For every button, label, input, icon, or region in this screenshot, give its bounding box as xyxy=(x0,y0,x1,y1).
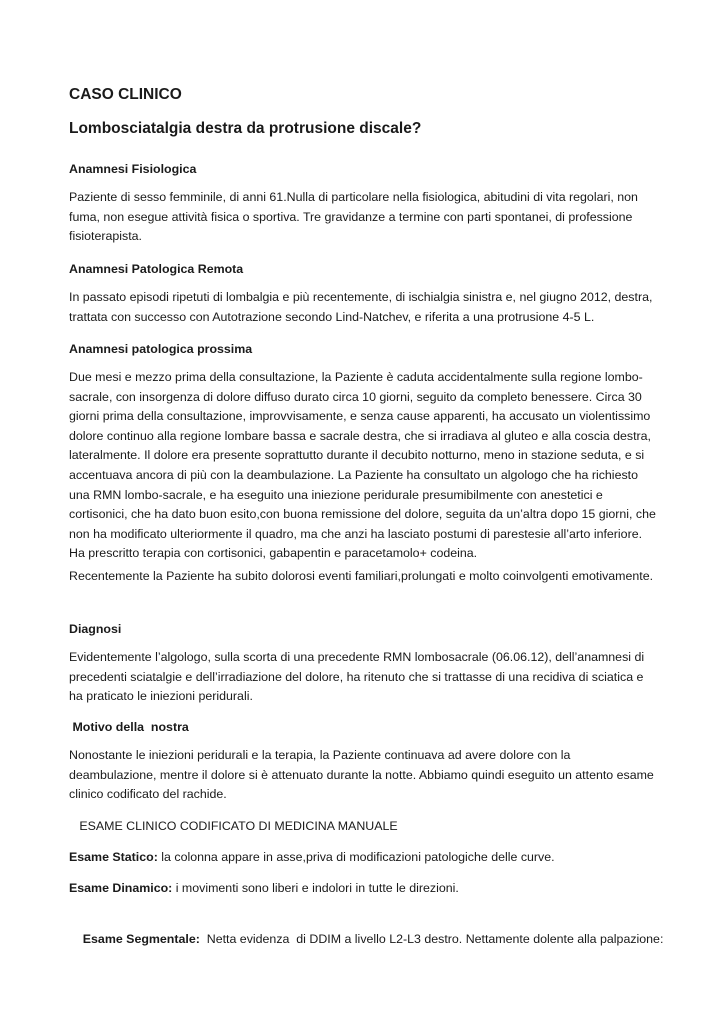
section-text-diagnosi: Evidentemente l’algologo, sulla scorta di una precedente RMN lombosacrale (06.06.12), dell’anamnesi di precedenti sciatalgie e dell’irradiazione del dolore, ha ritenuto che si trattasse di una recidiva di sciatica e ha praticato le iniezioni peridurali. xyxy=(69,650,645,704)
document-subtitle: Lombosciatalgia destra da protrusione discale? xyxy=(69,120,422,137)
section-heading-patologica-remota: Anamnesi Patologica Remota xyxy=(69,262,244,276)
section-heading-diagnosi: Diagnosi xyxy=(69,622,122,636)
exam-label-statico: Esame Statico: xyxy=(69,850,158,864)
exam-title: ESAME CLINICO CODIFICATO DI MEDICINA MANUALE xyxy=(69,819,398,833)
exam-text-segmentale: Netta evidenza di DDIM a livello L2-L3 destro. Nettamente dolente alla palpazione: xyxy=(199,931,664,946)
section-text-anamnesi-fisiologica: Paziente di sesso femminile, di anni 61.Nulla di particolare nella fisiologica, abitudini di vita regolari, non fuma, non esegue attività fisica o sportiva. Tre gravidanze a termine con parti spontanei, di professione fisioterapista. xyxy=(69,190,638,244)
section-text-patologica-prossima-2: Recentemente la Paziente ha subito dolorosi eventi familiari,prolungati e molto coinvolgenti emotivamente. xyxy=(69,569,654,583)
section-text-patologica-prossima: Due mesi e mezzo prima della consultazione, la Paziente è caduta accidentalmente sulla regione lombo-sacrale, con insorgenza di dolore diffuso durato circa 10 giorni, seguito da completo benessere. Circa 30 giorni prima della consultazione, improvvisamente, e senza cause apparenti, ha accusato un violentissimo dolore continuo alla regione lombare bassa e sacrale destra, che si irradiava al gluteo e alla coscia destra, lateralmente. Il dolore era presente soprattutto durante il decubito notturno, meno in stazione seduta, e si accentuava ancora di più con la deambulazione. La Paziente ha consultato un algologo che ha richiesto una RMN lombo-sacrale, e ha eseguito una iniezione peridurale presumibilmente con anestetici e cortisonici, che ha dato buon esito,con buona remissione del dolore, seguita da un’altra dopo 15 giorni, che non ha modificato ulteriormente il quadro, ma che anzi ha lasciato postumi di parestesie all’arto inferiore. Ha prescritto terapia con cortisonici, gabapentin e paracetamolo+ codeina. xyxy=(69,370,656,561)
exam-text-statico: la colonna appare in asse,priva di modificazioni patologiche delle curve. xyxy=(157,850,555,864)
section-heading-anamnesi-fisiologica: Anamnesi Fisiologica xyxy=(69,162,197,176)
section-text-patologica-remota: In passato episodi ripetuti di lombalgia e più recentemente, di ischialgia sinistra e, nel giugno 2012, destra, trattata con successo con Autotrazione secondo Lind-Natchev, e riferita a una protrusione 4-5 L. xyxy=(69,290,653,324)
section-heading-patologica-prossima: Anamnesi patologica prossima xyxy=(69,342,253,356)
section-heading-motivo: Motivo della nostra xyxy=(69,720,189,734)
section-text-motivo: Nonostante le iniezioni peridurali e la terapia, la Paziente continuava ad avere dolore con la deambulazione, mentre il dolore si è attenuato durante la notte. Abbiamo quindi eseguito un attento esame clinico codificato del rachide. xyxy=(69,748,654,802)
exam-item-dinamico xyxy=(69,879,659,899)
exam-item-statico xyxy=(69,848,659,868)
exam-text-dinamico: i movimenti sono liberi e indolori in tutte le direzioni. xyxy=(172,881,459,895)
exam-label-dinamico: Esame Dinamico: xyxy=(69,881,173,895)
document-title: CASO CLINICO xyxy=(69,86,182,103)
exam-label-segmentale: Esame Segmentale: xyxy=(82,931,200,946)
exam-item-segmentale xyxy=(69,910,664,969)
